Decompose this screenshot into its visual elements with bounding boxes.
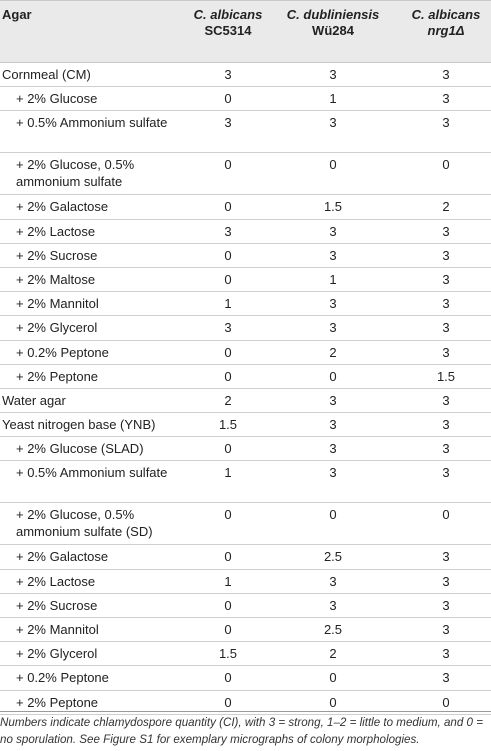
row-value-col1: 0 — [224, 597, 232, 613]
table-row — [0, 153, 491, 195]
row-value-col2: 1.5 — [323, 199, 343, 215]
row-value-col1: 3 — [224, 115, 232, 131]
row-value-col2: 2.5 — [323, 549, 343, 565]
table-row — [0, 365, 491, 389]
row-value-col3: 3 — [442, 115, 450, 131]
table-row — [0, 503, 491, 545]
row-value-col1: 0 — [224, 271, 232, 287]
row-value-col3: 3 — [442, 296, 450, 312]
row-value-col3: 0 — [442, 157, 450, 173]
row-medium-label: + 2% Mannitol — [16, 296, 99, 312]
row-value-col2: 1 — [329, 271, 337, 287]
row-value-col2: 3 — [329, 296, 337, 312]
row-value-col2: 3 — [329, 392, 337, 408]
header-col3-strain: nrg1Δ — [427, 23, 465, 38]
row-medium-label: Water agar — [2, 392, 66, 408]
row-value-col2: 3 — [329, 115, 337, 131]
row-value-col3: 2 — [442, 199, 450, 215]
row-medium-label: + 2% Galactose — [16, 549, 109, 565]
row-medium-label: + 0.2% Peptone — [16, 670, 109, 686]
row-medium-label: + 0.5% Ammonium sulfate — [16, 115, 168, 131]
row-medium-label: + 2% Maltose — [16, 271, 96, 287]
row-value-col3: 1.5 — [436, 368, 456, 384]
row-value-col1: 1.5 — [218, 417, 238, 433]
row-value-col3: 3 — [442, 320, 450, 336]
header-col1-species: C. albicans — [193, 7, 263, 22]
row-value-col2: 1 — [329, 91, 337, 107]
row-value-col1: 1.5 — [218, 646, 238, 662]
table-row — [0, 545, 491, 569]
row-medium-label: + 2% Glucose (SLAD) — [16, 441, 144, 457]
table-row — [0, 220, 491, 244]
row-value-col2: 3 — [329, 441, 337, 457]
row-medium-label: + 2% Lactose — [16, 223, 96, 239]
header-col3 — [396, 7, 491, 39]
row-value-col3: 3 — [442, 392, 450, 408]
row-value-col1: 2 — [224, 392, 232, 408]
row-value-col2: 0 — [329, 507, 337, 523]
row-medium-label: + 2% Glucose, 0.5% ammonium sulfate — [16, 157, 135, 190]
row-value-col1: 0 — [224, 507, 232, 523]
row-value-col2: 3 — [329, 223, 337, 239]
row-value-col3: 0 — [442, 694, 450, 710]
header-col2-strain: Wü284 — [312, 23, 354, 38]
table-row — [0, 642, 491, 666]
table-row — [0, 437, 491, 461]
table-row — [0, 413, 491, 437]
row-value-col2: 0 — [329, 157, 337, 173]
row-medium-label: + 0.2% Peptone — [16, 344, 109, 360]
table-row — [0, 195, 491, 219]
row-value-col3: 3 — [442, 646, 450, 662]
table-header — [0, 0, 491, 63]
row-medium-label: + 2% Glycerol — [16, 646, 98, 662]
table-row — [0, 111, 491, 153]
table-row — [0, 666, 491, 690]
row-value-col1: 0 — [224, 694, 232, 710]
row-value-col3: 0 — [442, 507, 450, 523]
row-value-col2: 0 — [329, 670, 337, 686]
row-value-col1: 3 — [224, 223, 232, 239]
row-medium-label: + 2% Lactose — [16, 573, 96, 589]
row-value-col2: 3 — [329, 597, 337, 613]
header-col2-species: C. dubliniensis — [286, 7, 380, 22]
row-value-col2: 3 — [329, 573, 337, 589]
row-value-col2: 2 — [329, 646, 337, 662]
row-value-col1: 0 — [224, 199, 232, 215]
table-row — [0, 292, 491, 316]
row-value-col1: 3 — [224, 320, 232, 336]
row-medium-label: + 2% Glucose, 0.5% ammonium sulfate (SD) — [16, 507, 153, 540]
row-value-col3: 3 — [442, 465, 450, 481]
row-value-col2: 3 — [329, 67, 337, 82]
row-value-col2: 3 — [329, 320, 337, 336]
table-row — [0, 268, 491, 292]
row-value-col3: 3 — [442, 597, 450, 613]
row-value-col2: 3 — [329, 465, 337, 481]
header-agar: Agar — [2, 7, 32, 22]
row-value-col1: 1 — [224, 573, 232, 589]
row-medium-label: Cornmeal (CM) — [2, 67, 91, 82]
row-medium-label: + 2% Sucrose — [16, 597, 98, 613]
table-row — [0, 618, 491, 642]
row-value-col1: 0 — [224, 157, 232, 173]
row-value-col3: 3 — [442, 670, 450, 686]
row-value-col2: 2.5 — [323, 622, 343, 637]
table-body — [0, 63, 491, 715]
header-col3-species: C. albicans — [411, 7, 481, 22]
row-value-col3: 3 — [442, 344, 450, 360]
row-value-col2: 3 — [329, 247, 337, 263]
row-medium-label: + 2% Peptone — [16, 694, 99, 710]
header-col1 — [178, 7, 278, 39]
header-col1-strain: SC5314 — [204, 23, 252, 38]
row-value-col1: 1 — [224, 296, 232, 312]
row-value-col2: 3 — [329, 417, 337, 433]
row-value-col1: 3 — [224, 67, 232, 82]
row-value-col3: 3 — [442, 417, 450, 433]
row-value-col3: 3 — [442, 223, 450, 239]
row-value-col1: 0 — [224, 670, 232, 686]
row-value-col1: 1 — [224, 465, 232, 481]
row-value-col1: 0 — [224, 441, 232, 457]
row-value-col3: 3 — [442, 441, 450, 457]
table-row — [0, 63, 491, 87]
row-value-col3: 3 — [442, 91, 450, 107]
row-value-col1: 0 — [224, 247, 232, 263]
row-value-col1: 0 — [224, 549, 232, 565]
row-medium-label: + 2% Sucrose — [16, 247, 98, 263]
table-footnote: Numbers indicate chlamydospore quantity (CI), with 3 = strong, 1–2 = little to medium, and 0 = no sporulation. See Figure S1 for exemplary micrographs of colony morphologies. — [0, 711, 491, 748]
table-row — [0, 570, 491, 594]
row-value-col3: 3 — [442, 271, 450, 287]
table-row — [0, 461, 491, 503]
table-row — [0, 341, 491, 365]
row-medium-label: + 2% Peptone — [16, 368, 99, 384]
row-value-col2: 0 — [329, 368, 337, 384]
row-value-col2: 0 — [329, 694, 337, 710]
table-row — [0, 244, 491, 268]
table-row — [0, 594, 491, 618]
table-row — [0, 87, 491, 111]
table-row — [0, 389, 491, 413]
row-value-col3: 3 — [442, 67, 450, 82]
row-medium-label: + 0.5% Ammonium sulfate — [16, 465, 168, 481]
row-value-col1: 0 — [224, 344, 232, 360]
row-value-col3: 3 — [442, 549, 450, 565]
table-row — [0, 316, 491, 340]
row-medium-label: + 2% Glycerol — [16, 320, 98, 336]
row-value-col2: 2 — [329, 344, 337, 360]
row-value-col1: 0 — [224, 91, 232, 107]
header-col2 — [281, 7, 385, 39]
row-value-col3: 3 — [442, 573, 450, 589]
row-value-col3: 3 — [442, 622, 450, 637]
row-medium-label: + 2% Mannitol — [16, 622, 99, 637]
row-medium-label: + 2% Galactose — [16, 199, 109, 215]
row-medium-label: Yeast nitrogen base (YNB) — [2, 417, 156, 433]
row-value-col3: 3 — [442, 247, 450, 263]
row-value-col1: 0 — [224, 622, 232, 637]
row-value-col1: 0 — [224, 368, 232, 384]
row-medium-label: + 2% Glucose — [16, 91, 98, 107]
